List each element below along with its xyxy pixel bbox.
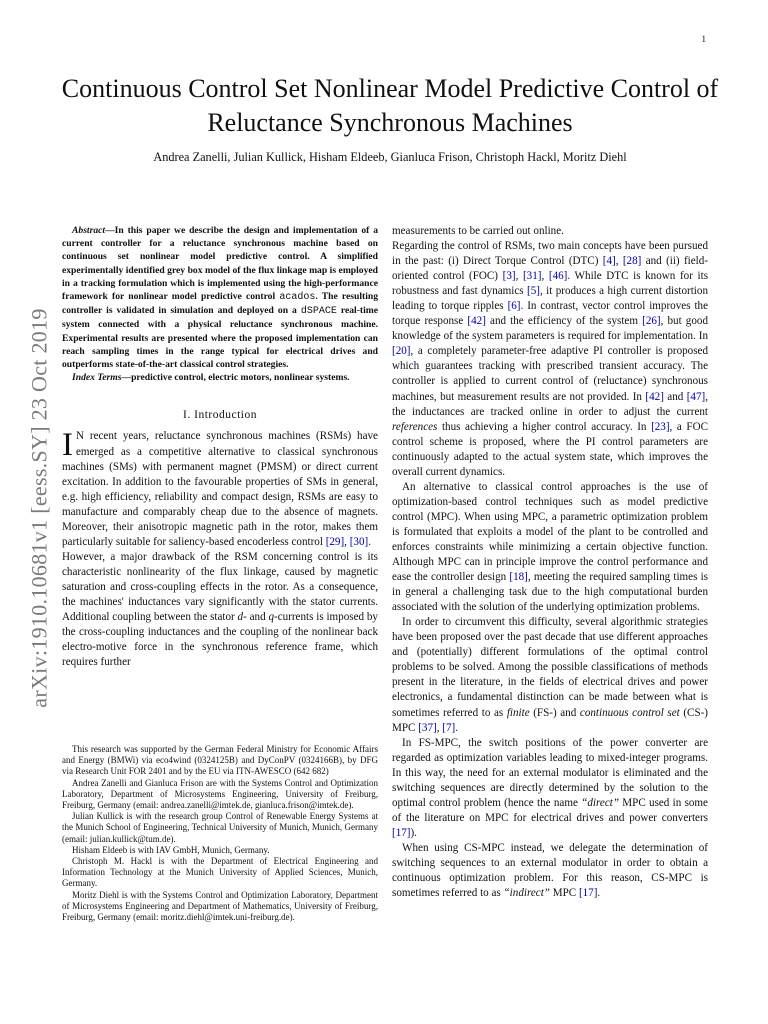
footnotes xyxy=(62,744,378,923)
right-column xyxy=(392,224,708,901)
intro-paragraph-1: I N recent years, reluctance synchronous machines (RSMs) have emerged as a competitive alternative to classical synchronous machines (SMs) with permanent magnet (PMSM) or direct current excitation. In addition to the favourable properties of SMs in general, e.g. high efficiency, reliability and compact design, RSMs are easy to manufacture and comparably cheap due to the absence of magnets. Moreover, their anisotropic magnetic path in the rotor, makes them particularly suitable for saliency-based encoderless control [29], [30]. xyxy=(62,427,378,548)
acados-code: acados xyxy=(279,292,316,304)
left-column xyxy=(62,224,378,670)
body-paragraph: When using CS-MPC instead, we delegate the determination of switching sequences to an external modulator in order to obtain a continuous optimization problem. For this reason, CS-MPC is sometimes referred to as “indirect” MPC [17]. xyxy=(392,841,708,900)
index-terms-label: Index Terms xyxy=(72,372,122,384)
body-paragraph: An alternative to classical control approaches is the use of optimization-based control techniques such as model predictive control (MPC). When using MPC, a parametric optimization problem is formulated that exploits a model of the plant to be controlled and enforces constraints while minimizing a certain objective function. Although MPC can in principle improve the control performance and ease the controller design [18], meeting the required sampling times is in general a challenging task due to the high computational burden associated with the solution of the underlying optimization problems. xyxy=(392,480,708,614)
citation-link[interactable]: [29] xyxy=(325,535,345,548)
page-number: 1 xyxy=(701,34,706,44)
citation-link[interactable]: [18] xyxy=(509,571,528,584)
body-paragraph: measurements to be carried out online. xyxy=(392,225,564,237)
arxiv-identifier-text: arXiv:1910.10681v1 [eess.SY] 23 Oct 2019 xyxy=(27,308,52,708)
citation-link[interactable]: [5] xyxy=(527,285,540,298)
dropcap: I xyxy=(62,427,73,464)
citation-link[interactable]: [31] xyxy=(522,270,542,283)
intro-paragraph-2: However, a major drawback of the RSM concerning control is its characteristic nonlinearity of the flux linkage, caused by magnetic saturation and cross-coupling effects in the rotor. As a consequence, the machines' inductances vary significantly with the stator currents. Additional coupling between the stator d- and q-currents is imposed by the cross-coupling inductances and the coupling of the nonlinear back electro-motive force in the synchronous reference frame, which requires further xyxy=(62,550,378,669)
abstract: Abstract—In this paper we describe the design and implementation of a current controller for a reluctance synchronous machine based on continuous set nonlinear model predictive control. A simplified experimentally identified grey box model of the flux linkage map is employed in a tracking formulation which is implemented using the high-performance framework for nonlinear model predictive control acados. The resulting controller is validated in simulation and deployed on a dSPACE real-time system connected with a physical reluctance synchronous machine. Experimental results are presented where the proposed implementation can reach sampling times in the range typical for electrical drives and outperforms state-of-the-art classical control strategies. xyxy=(62,225,379,371)
citation-link[interactable]: [28] xyxy=(622,255,642,268)
section-heading-introduction: I. Introduction xyxy=(183,409,257,422)
arxiv-identifier xyxy=(20,268,60,748)
citation-link[interactable]: [20] xyxy=(392,345,411,358)
citation-link[interactable]: [4] xyxy=(602,255,616,268)
citation-link[interactable]: [23] xyxy=(651,420,670,433)
citation-link[interactable]: [7] xyxy=(442,721,456,734)
citation-link[interactable]: [47] xyxy=(686,390,706,403)
abstract-label: Abstract xyxy=(72,225,106,236)
footnote: Julian Kullick is with the research group Control of Renewable Energy Systems at the Munich School of Engineering, Technical University of Munich, Munich, Germany (email: julian.kullick@tum.de). xyxy=(62,811,378,844)
body-paragraph: In order to circumvent this difficulty, several algorithmic strategies have been proposed over the past decade that use different approaches and (potentially) different formulations of the optimal control problems to be solved. Among the possible classifications of methods present in the literature, in the fields of electrical drives and power electronics, a fundamental distinction can be made between what is sometimes referred to as finite (FS-) and continuous control set (CS-) MPC [37], [7]. xyxy=(392,616,709,734)
citation-link[interactable]: [6] xyxy=(507,300,521,313)
citation-link[interactable]: [37] xyxy=(418,721,437,734)
dspace-code: dSPACE xyxy=(300,306,337,318)
body-paragraph: Regarding the control of RSMs, two main concepts have been pursued in the past: (i) Direct Torque Control (DTC) [4], [28] and (ii) field-oriented control (FOC) [3], [31], [46]. While DTC is known for its robustness and fast dynamics [5], it produces a high current distortion leading to torque ripples [6]. In contrast, vector control improves the torque response [42] and the efficiency of the system [26], but good knowledge of the system parameters is required for implementation. In [20], a completely parameter-free adaptive PI controller is proposed which guarantees tracking with prescribed transient accuracy. The controller is applied to current control of (reluctance) synchronous machines, but measurement results are not provided. In [42] and [47], the inductances are tracked online in order to adjust the current references thus achieving a higher control accuracy. In [23], a FOC control scheme is proposed, where the PI control parameters are continuously adapted to the actual system state, which improves the overall current dynamics. xyxy=(392,240,709,478)
body-paragraph: In FS-MPC, the switch positions of the power converter are regarded as optimization variables leading to mixed-integer programs. In this way, the need for an external modulator is eliminated and the switching sequences are directly determined by the solution to the optimal control problem (hence the name “direct” MPC used in some of the literature on MPC for electrical drives and power converters [17]). xyxy=(392,736,708,839)
citation-link[interactable]: [46] xyxy=(548,270,568,283)
citation-link[interactable]: [30] xyxy=(349,535,369,548)
footnote: This research was supported by the German Federal Ministry for Economic Affairs and Energy (BMWi) via eco4wind (0324125B) and DyConPV (0324166B), by DFG via Research Unit FOR 2401 and by the EU via ITN-AWESCO (642 682) xyxy=(62,744,378,777)
author-list: Andrea Zanelli, Julian Kullick, Hisham Eldeeb, Gianluca Frison, Christoph Hackl, Moritz Diehl xyxy=(153,150,627,164)
citation-link[interactable]: [17] xyxy=(578,887,598,900)
footnote: Hisham Eldeeb is with IAV GmbH, Munich, Germany. xyxy=(72,844,270,855)
footnote: Moritz Diehl is with the Systems Control and Optimization Laboratory, Department of Microsystems Engineering and Department of Mathematics, University of Freiburg, Freiburg, Germany (email: moritz.diehl@imtek.uni-freiburg.de). xyxy=(62,889,378,923)
citation-link[interactable]: [17] xyxy=(392,826,411,839)
footnote: Andrea Zanelli and Gianluca Frison are with the Systems Control and Optimization Laboratory, Department of Microsystems Engineering, University of Freiburg, Freiburg, Germany (email: andrea.zanelli@imtek.de, gianluca.frison@imtek.de). xyxy=(62,777,378,811)
citation-link[interactable]: [3] xyxy=(502,270,516,283)
paper-title: Continuous Control Set Nonlinear Model Predictive Control of Reluctance Synchronous Machines xyxy=(61,74,719,137)
index-terms: Index Terms—predictive control, electric motors, nonlinear systems. xyxy=(72,372,350,384)
citation-link[interactable]: [42] xyxy=(645,390,664,403)
footnote: Christoph M. Hackl is with the Department of Electrical Engineering and Information Technology at the Munich University of Applied Sciences, Munich, Germany. xyxy=(62,856,378,889)
citation-link[interactable]: [42] xyxy=(467,315,486,328)
citation-link[interactable]: [26] xyxy=(642,315,661,328)
